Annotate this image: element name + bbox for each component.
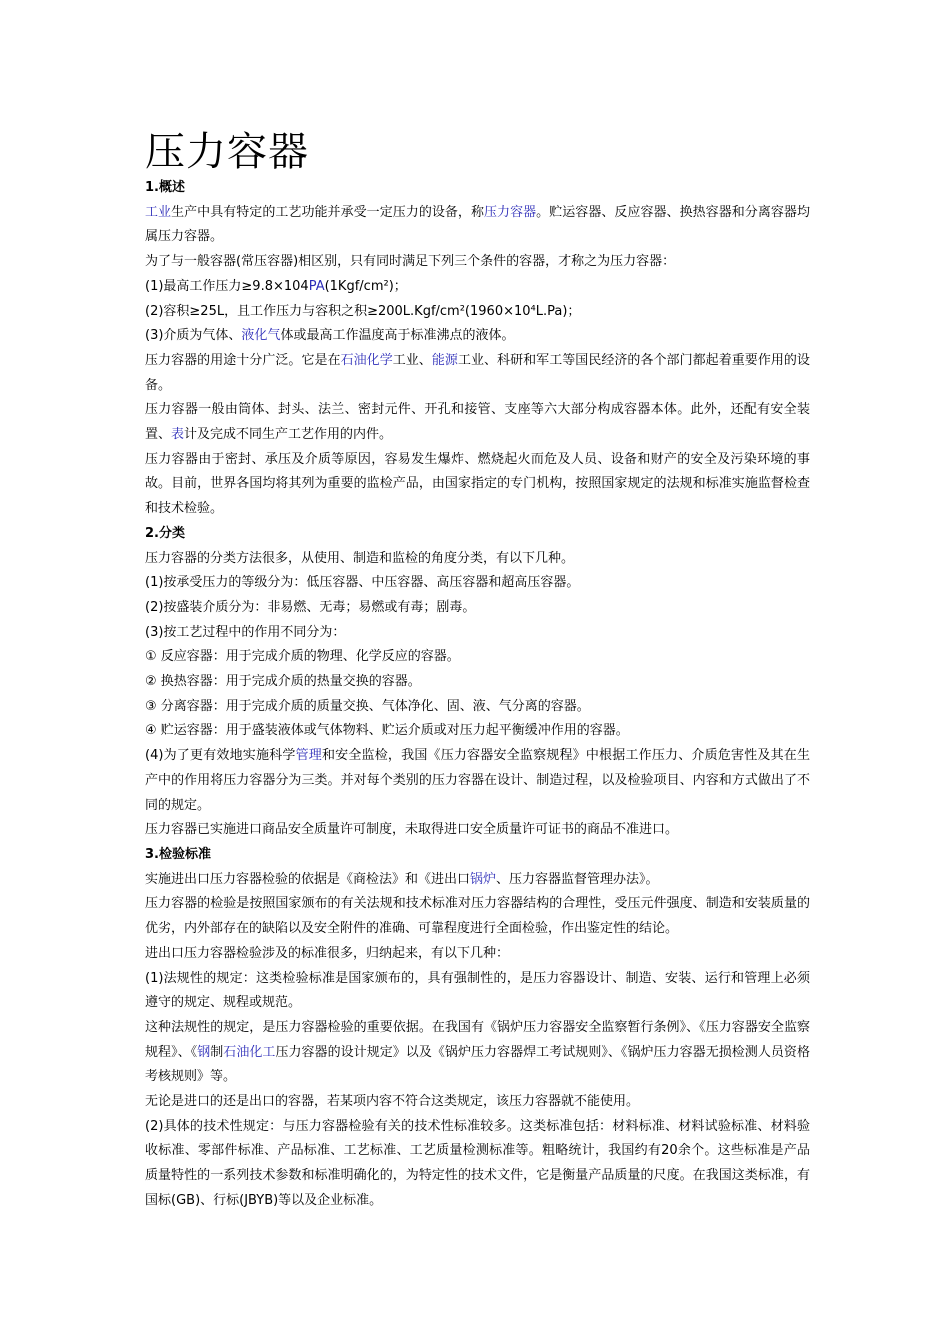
link-industry[interactable]: 工业 <box>145 204 172 220</box>
paragraph: 为了与一般容器(常压容器)相区别，只有同时满足下列三个条件的容器，才称之为压力容器： <box>145 254 676 270</box>
paragraph: 工业生产中具有特定的工艺功能并承受一定压力的设备，称压力容器。贮运容器、反应容器、换热容器和分离容器均属压力容器。 <box>145 204 810 245</box>
link-petrochemical[interactable]: 石油化学 <box>340 352 393 368</box>
section-heading-inspection-standards: 3.检验标准 <box>145 846 211 862</box>
paragraph: 压力容器由于密封、承压及介质等原因，容易发生爆炸、燃烧起火而危及人员、设备和财产的安全及污染环境的事故。目前，世界各国均将其列为重要的监检产品，由国家指定的专门机构，按照国家规定的法规和标准实施监督检查和技术检验。 <box>145 451 810 517</box>
paragraph: 压力容器一般由筒体、封头、法兰、密封元件、开孔和接管、支座等六大部分构成容器本体。此外，还配有安全装置、表计及完成不同生产工艺作用的内件。 <box>145 402 810 443</box>
link-pressure-vessel[interactable]: 压力容器 <box>484 204 537 220</box>
paragraph: (3)按工艺过程中的作用不同分为： <box>145 624 346 640</box>
paragraph: (1)按承受压力的等级分为：低压容器、中压容器、高压容器和超高压容器。 <box>145 575 580 591</box>
paragraph: ② 换热容器：用于完成介质的热量交换的容器。 <box>145 674 421 690</box>
paragraph: 压力容器的分类方法很多，从使用、制造和监检的角度分类，有以下几种。 <box>145 550 575 566</box>
paragraph: (1)最高工作压力≥9.8×104PA(1Kgf/cm²)； <box>145 278 407 294</box>
link-boiler[interactable]: 锅炉 <box>470 871 497 887</box>
link-management[interactable]: 管理 <box>295 748 322 764</box>
link-petrochemical-2[interactable]: 石油化工 <box>223 1044 276 1060</box>
paragraph: (3)介质为气体、液化气体或最高工作温度高于标准沸点的液体。 <box>145 328 515 344</box>
paragraph: 压力容器的检验是按照国家颁布的有关法规和技术标准对压力容器结构的合理性，受压元件强度、制造和安装质量的优劣，内外部存在的缺陷以及安全附件的准确、可靠程度进行全面检验，作出鉴定性的结论。 <box>145 896 810 937</box>
paragraph: (2)容积≥25L，且工作压力与容积之积≥200L.Kgf/cm²(1960×10⁴L.Pa)； <box>145 303 581 319</box>
paragraph: (4)为了更有效地实施科学管理和安全监检，我国《压力容器安全监察规程》中根据工作压力、介质危害性及其在生产中的作用将压力容器分为三类。并对每个类别的压力容器在设计、制造过程，以及检验项目、内容和方式做出了不同的规定。 <box>145 748 810 813</box>
section-heading-overview: 1.概述 <box>145 180 185 195</box>
document-body <box>145 128 810 1214</box>
paragraph: 无论是进口的还是出口的容器，若某项内容不符合这类规定，该压力容器就不能使用。 <box>145 1094 640 1110</box>
paragraph: 压力容器的用途十分广泛。它是在石油化学工业、能源工业、科研和军工等国民经济的各个部门都起着重要作用的设备。 <box>145 352 810 393</box>
paragraph: ① 反应容器：用于完成介质的物理、化学反应的容器。 <box>145 649 460 665</box>
link-liquefied-gas[interactable]: 液化气 <box>241 328 281 344</box>
link-gauge[interactable]: 表 <box>171 427 185 443</box>
paragraph: 压力容器已实施进口商品安全质量许可制度，未取得进口安全质量许可证书的商品不准进口。 <box>145 822 679 838</box>
paragraph: (1)法规性的规定：这类检验标准是国家颁布的，具有强制性的，是压力容器设计、制造、安装、运行和管理上必须遵守的规定、规程或规范。 <box>145 970 810 1011</box>
paragraph: 进出口压力容器检验涉及的标准很多，归纳起来，有以下几种： <box>145 945 510 961</box>
link-steel[interactable]: 钢 <box>197 1044 211 1060</box>
paragraph: (2)具体的技术性规定：与压力容器检验有关的技术性标准较多。这类标准包括：材料标准、材料试验标准、材料验收标准、零部件标准、产品标准、工艺标准、工艺质量检测标准等。粗略统计，我国约有20余个。这些标准是产品质量特性的一系列技术参数和标准明确化的，为特定性的技术文件，它是衡量产品质量的尺度。在我国这类标准，有国标(GB)、行标(JBYB)等以及企业标准。 <box>145 1118 810 1208</box>
paragraph: 实施进出口压力容器检验的依据是《商检法》和《进出口锅炉、压力容器监督管理办法》。 <box>145 871 659 887</box>
paragraph: 这种法规性的规定，是压力容器检验的重要依据。在我国有《锅炉压力容器安全监察暂行条例》、《压力容器安全监察规程》、《钢制石油化工压力容器的设计规定》以及《锅炉压力容器焊工考试规则》、《锅炉压力容器无损检测人员资格考核规则》等。 <box>145 1019 810 1085</box>
paragraph: (2)按盛装介质分为：非易燃、无毒；易燃或有毒；剧毒。 <box>145 599 476 615</box>
page-title: 压力容器 <box>145 129 309 175</box>
paragraph: ④ 贮运容器：用于盛装液体或气体物料、贮运介质或对压力起平衡缓冲作用的容器。 <box>145 723 629 739</box>
link-pa[interactable]: PA <box>308 278 325 294</box>
section-heading-classification: 2.分类 <box>145 525 185 541</box>
link-energy[interactable]: 能源 <box>431 352 458 368</box>
paragraph: ③ 分离容器：用于完成介质的质量交换、气体净化、固、液、气分离的容器。 <box>145 698 590 714</box>
